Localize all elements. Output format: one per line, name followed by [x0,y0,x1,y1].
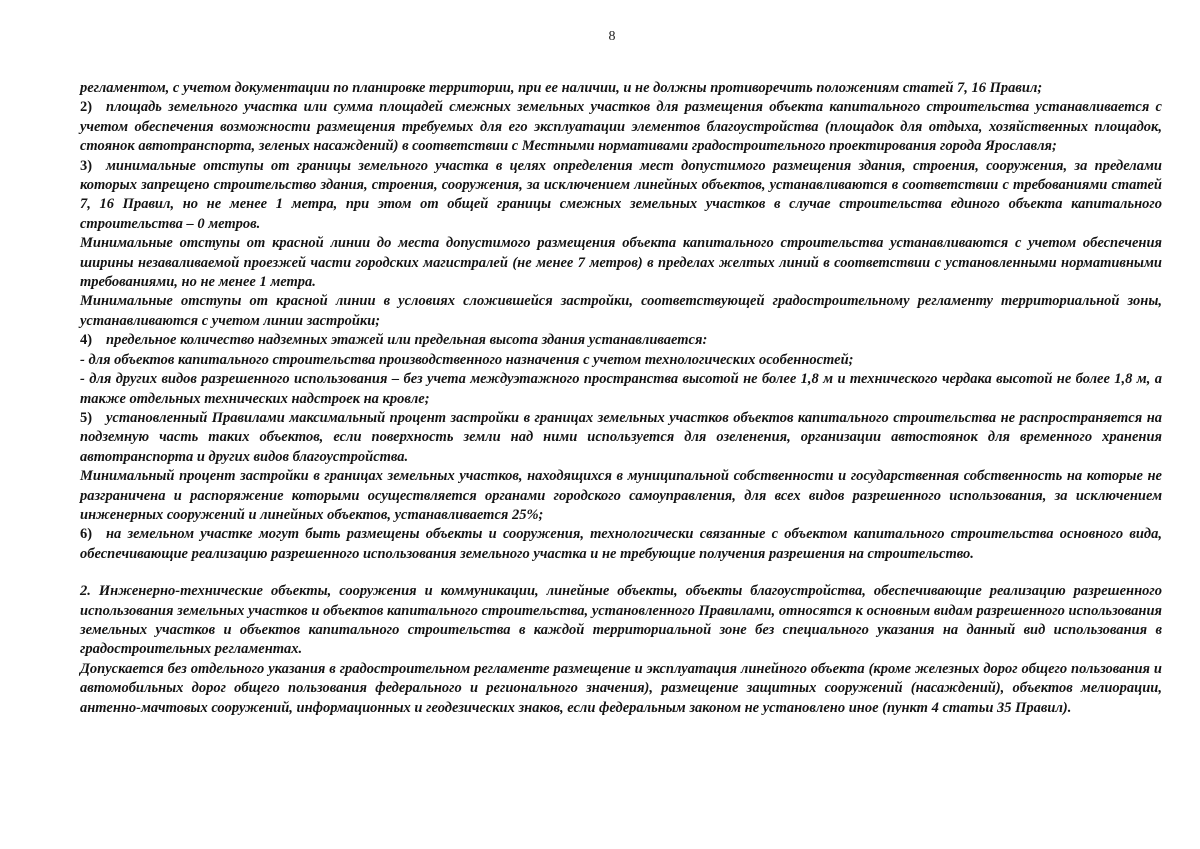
dash-item-industrial [80,351,1162,370]
list-number: 5) [80,409,93,426]
list-item-5 [80,409,1162,467]
dash-item-other-uses [80,370,1162,409]
paragraph-text: на земельном участке могут быть размещены объекты и сооружения, технологически связанные с объектом капитального строительства основного вида, обеспечивающие реализацию разрешенного использования земельного участка и не требующие получения разрешения на строительство. [80,526,1162,562]
paragraph-existing-development [80,292,1162,331]
paragraph-text: установленный Правилами максимальный процент застройки в границах земельных участков объектов капитального строительства не распространяется на подземную часть таких объектов, если поверхность земли над ними используется для озеленения, организации автостоянок для временного хранения автотранспорта и других видов благоустройства. [80,409,1162,465]
paragraph-text: - для объектов капитального строительства производственного назначения с учетом технологических особенностей; [80,351,854,368]
paragraph-text: Минимальные отступы от красной линии в условиях сложившейся застройки, соответствующей градостроительному регламенту территориальной зоны, устанавливаются с учетом линии застройки; [80,293,1162,329]
paragraph-text: регламентом, с учетом документации по планировке территории, при ее наличии, и не должны противоречить положениям статей 7, 16 Правил; [80,80,1043,96]
paragraph-minimum-percent [80,467,1162,525]
paragraph-continuation [80,79,1162,98]
paragraph-red-line-setback [80,234,1162,292]
document-body [80,79,1162,718]
paragraph-text: Минимальные отступы от красной линии до места допустимого размещения объекта капитального строительства устанавливаются с учетом обеспечения ширины незаваливаемой проезжей части городских магистралей (не менее 7 метров) в пределах желтых линий в соответствии с установленными нормативными требованиями, но не менее 1 метра. [80,235,1162,291]
paragraph-text: площадь земельного участка или сумма площадей смежных земельных участков для размещения объекта капитального строительства устанавливается с учетом обеспечения возможности размещения требуемых для его эксплуатации элементов благоустройства (площадок для отдыха, хозяйственных площадок, стоянок автотранспорта, зеленых насаждений) в соответствии с Местными нормативами градостроительного проектирования города Ярославля; [80,99,1162,155]
list-item-2 [80,98,1162,156]
page-number: 8 [608,29,616,44]
list-number: 6) [80,526,93,543]
list-item-4 [80,331,1162,350]
paragraph-text: 2. Инженерно-технические объекты, сооружения и коммуникации, линейные объекты, объекты благоустройства, обеспечивающие реализацию разрешенного использования земельных участков и объектов капитального строительства, установленного Правилами, относятся к основным видам разрешенного использования земельных участков и объектов капитального строительства в каждой территориальной зоне без специального указания на данный вид использования в градостроительных регламентах. [80,583,1162,658]
list-number: 4) [80,332,93,349]
list-number: 3) [80,157,93,174]
paragraph-text: Допускается без отдельного указания в градостроительном регламенте размещение и эксплуатация линейного объекта (кроме железных дорог общего пользования и автомобильных дорог общего пользования федерального и регионального значения), размещение защитных сооружений (насаждений), объектов мелиорации, антенно-мачтовых сооружений, информационных и геодезических знаков, если федеральным законом не установлено иное (пункт 4 статьи 35 Правил). [80,660,1162,716]
list-item-6 [80,525,1162,564]
list-item-3 [80,157,1162,235]
paragraph-permitted-placement [80,660,1162,718]
paragraph-text: - для других видов разрешенного использования – без учета междуэтажного пространства высотой не более 1,8 м и технического чердака высотой не более 1,8 м, а также отдельных технических надстроек на кровле; [80,371,1162,407]
paragraph-text: Минимальный процент застройки в границах земельных участков, находящихся в муниципальной собственности и государственная собственность на которые не разграничена и распоряжение которыми осуществляется органами городского самоуправления, для всех видов разрешенного использования, за исключением инженерных сооружений и линейных объектов, устанавливается 25%; [80,468,1162,523]
paragraph-text: минимальные отступы от границы земельного участка в целях определения мест допустимого размещения здания, строения, сооружения, за пределами которых запрещено строительство здания, строения, сооружения, за исключением линейных объектов, устанавливаются в соответствии с требованиями статей 7, 16 Правил, но не менее 1 метра, при этом от общей границы смежных земельных участков в случае строительства единого объекта капитального строительства – 0 метров. [80,157,1162,232]
list-number: 2) [80,99,93,116]
paragraph-text: предельное количество надземных этажей или предельная высота здания устанавливается: [106,332,708,349]
section-2-paragraph [80,582,1162,660]
